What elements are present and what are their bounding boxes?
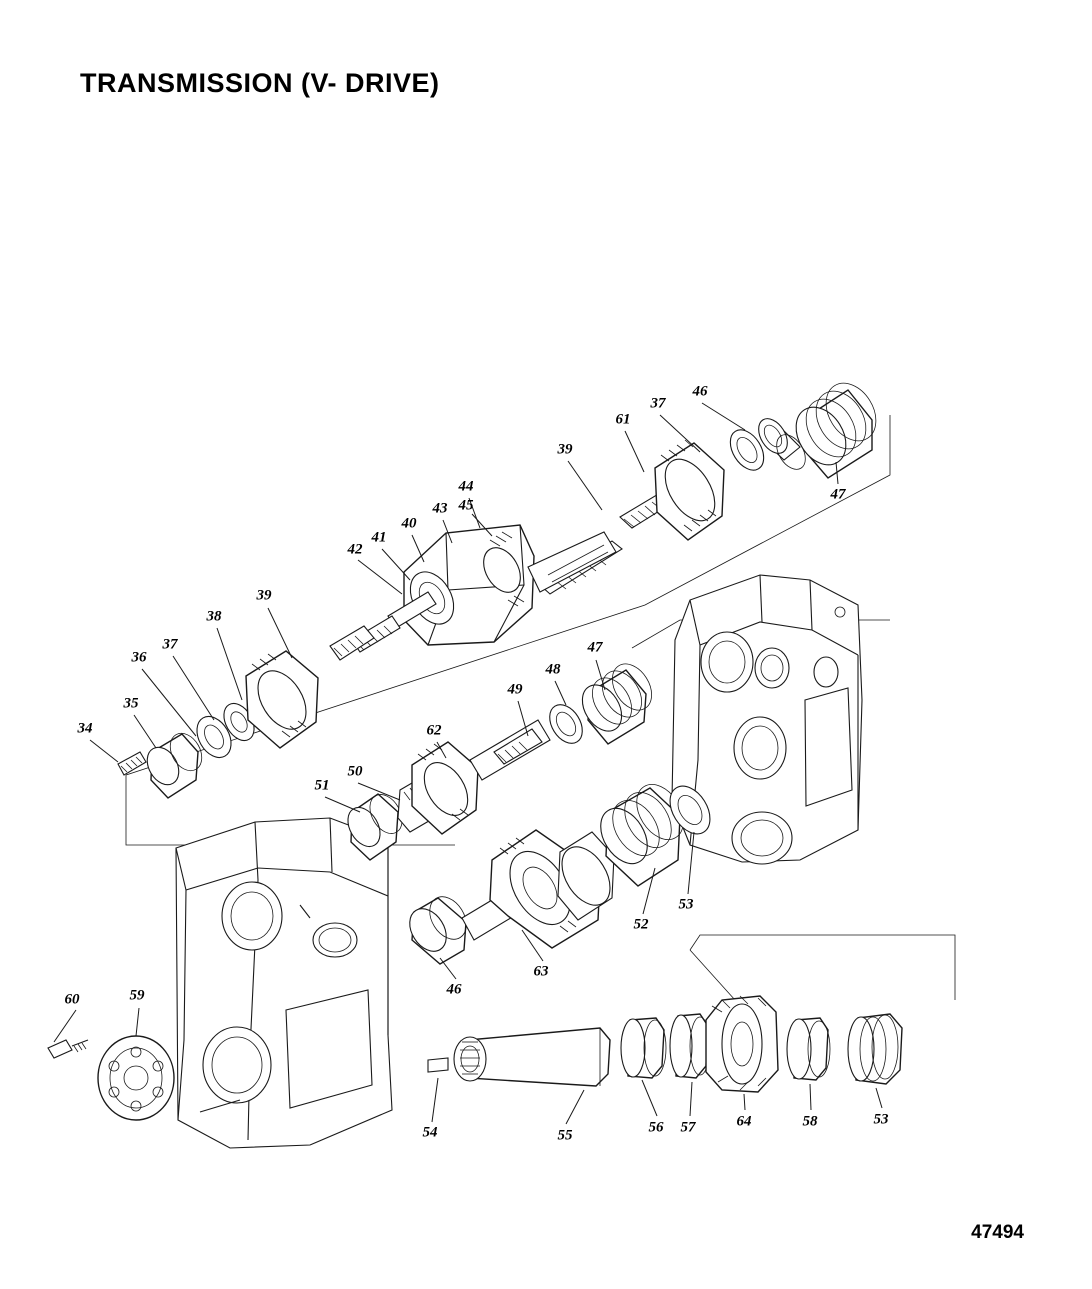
callout-39a: 39: [256, 587, 272, 604]
figure-number: 47494: [971, 1222, 1024, 1243]
callout-35: 35: [123, 695, 139, 712]
transmission-housing-front: [176, 818, 392, 1148]
callout-51: 51: [314, 777, 330, 794]
callout-60: 60: [64, 991, 80, 1008]
callout-45: 45: [458, 497, 474, 514]
callout-46b: 46: [446, 981, 462, 998]
callout-56: 56: [648, 1119, 664, 1136]
page-title: TRANSMISSION (V- DRIVE): [80, 68, 440, 98]
callout-37: 37: [162, 636, 178, 653]
callout-42: 42: [347, 541, 363, 558]
callout-38: 38: [206, 608, 222, 625]
callout-58: 58: [802, 1113, 818, 1130]
callout-43: 43: [432, 500, 448, 517]
callout-61: 61: [615, 411, 631, 428]
left-bearing-gear-stack: [118, 626, 374, 798]
callout-47a: 47: [830, 486, 846, 503]
callout-46a: 46: [692, 383, 708, 400]
callout-55: 55: [557, 1127, 573, 1144]
callout-49: 49: [507, 681, 523, 698]
callout-47b: 47: [587, 639, 603, 656]
callout-64: 64: [736, 1113, 752, 1130]
lower-output-shaft-group: [48, 996, 902, 1120]
clutch-pack-assembly: [352, 525, 616, 652]
callout-34: 34: [77, 720, 93, 737]
callout-44: 44: [458, 478, 474, 495]
callout-37b: 37: [650, 395, 666, 412]
callout-59: 59: [129, 987, 145, 1004]
callout-40: 40: [401, 515, 417, 532]
callout-39b: 39: [557, 441, 573, 458]
callout-36: 36: [131, 649, 147, 666]
callout-53a: 53: [678, 896, 694, 913]
callout-57: 57: [680, 1119, 696, 1136]
callout-53b: 53: [873, 1111, 889, 1128]
callout-52: 52: [633, 916, 649, 933]
callout-50: 50: [347, 763, 363, 780]
callout-48: 48: [545, 661, 561, 678]
callout-63: 63: [533, 963, 549, 980]
callout-54: 54: [422, 1124, 438, 1141]
callout-62: 62: [426, 722, 442, 739]
callout-41: 41: [371, 529, 387, 546]
